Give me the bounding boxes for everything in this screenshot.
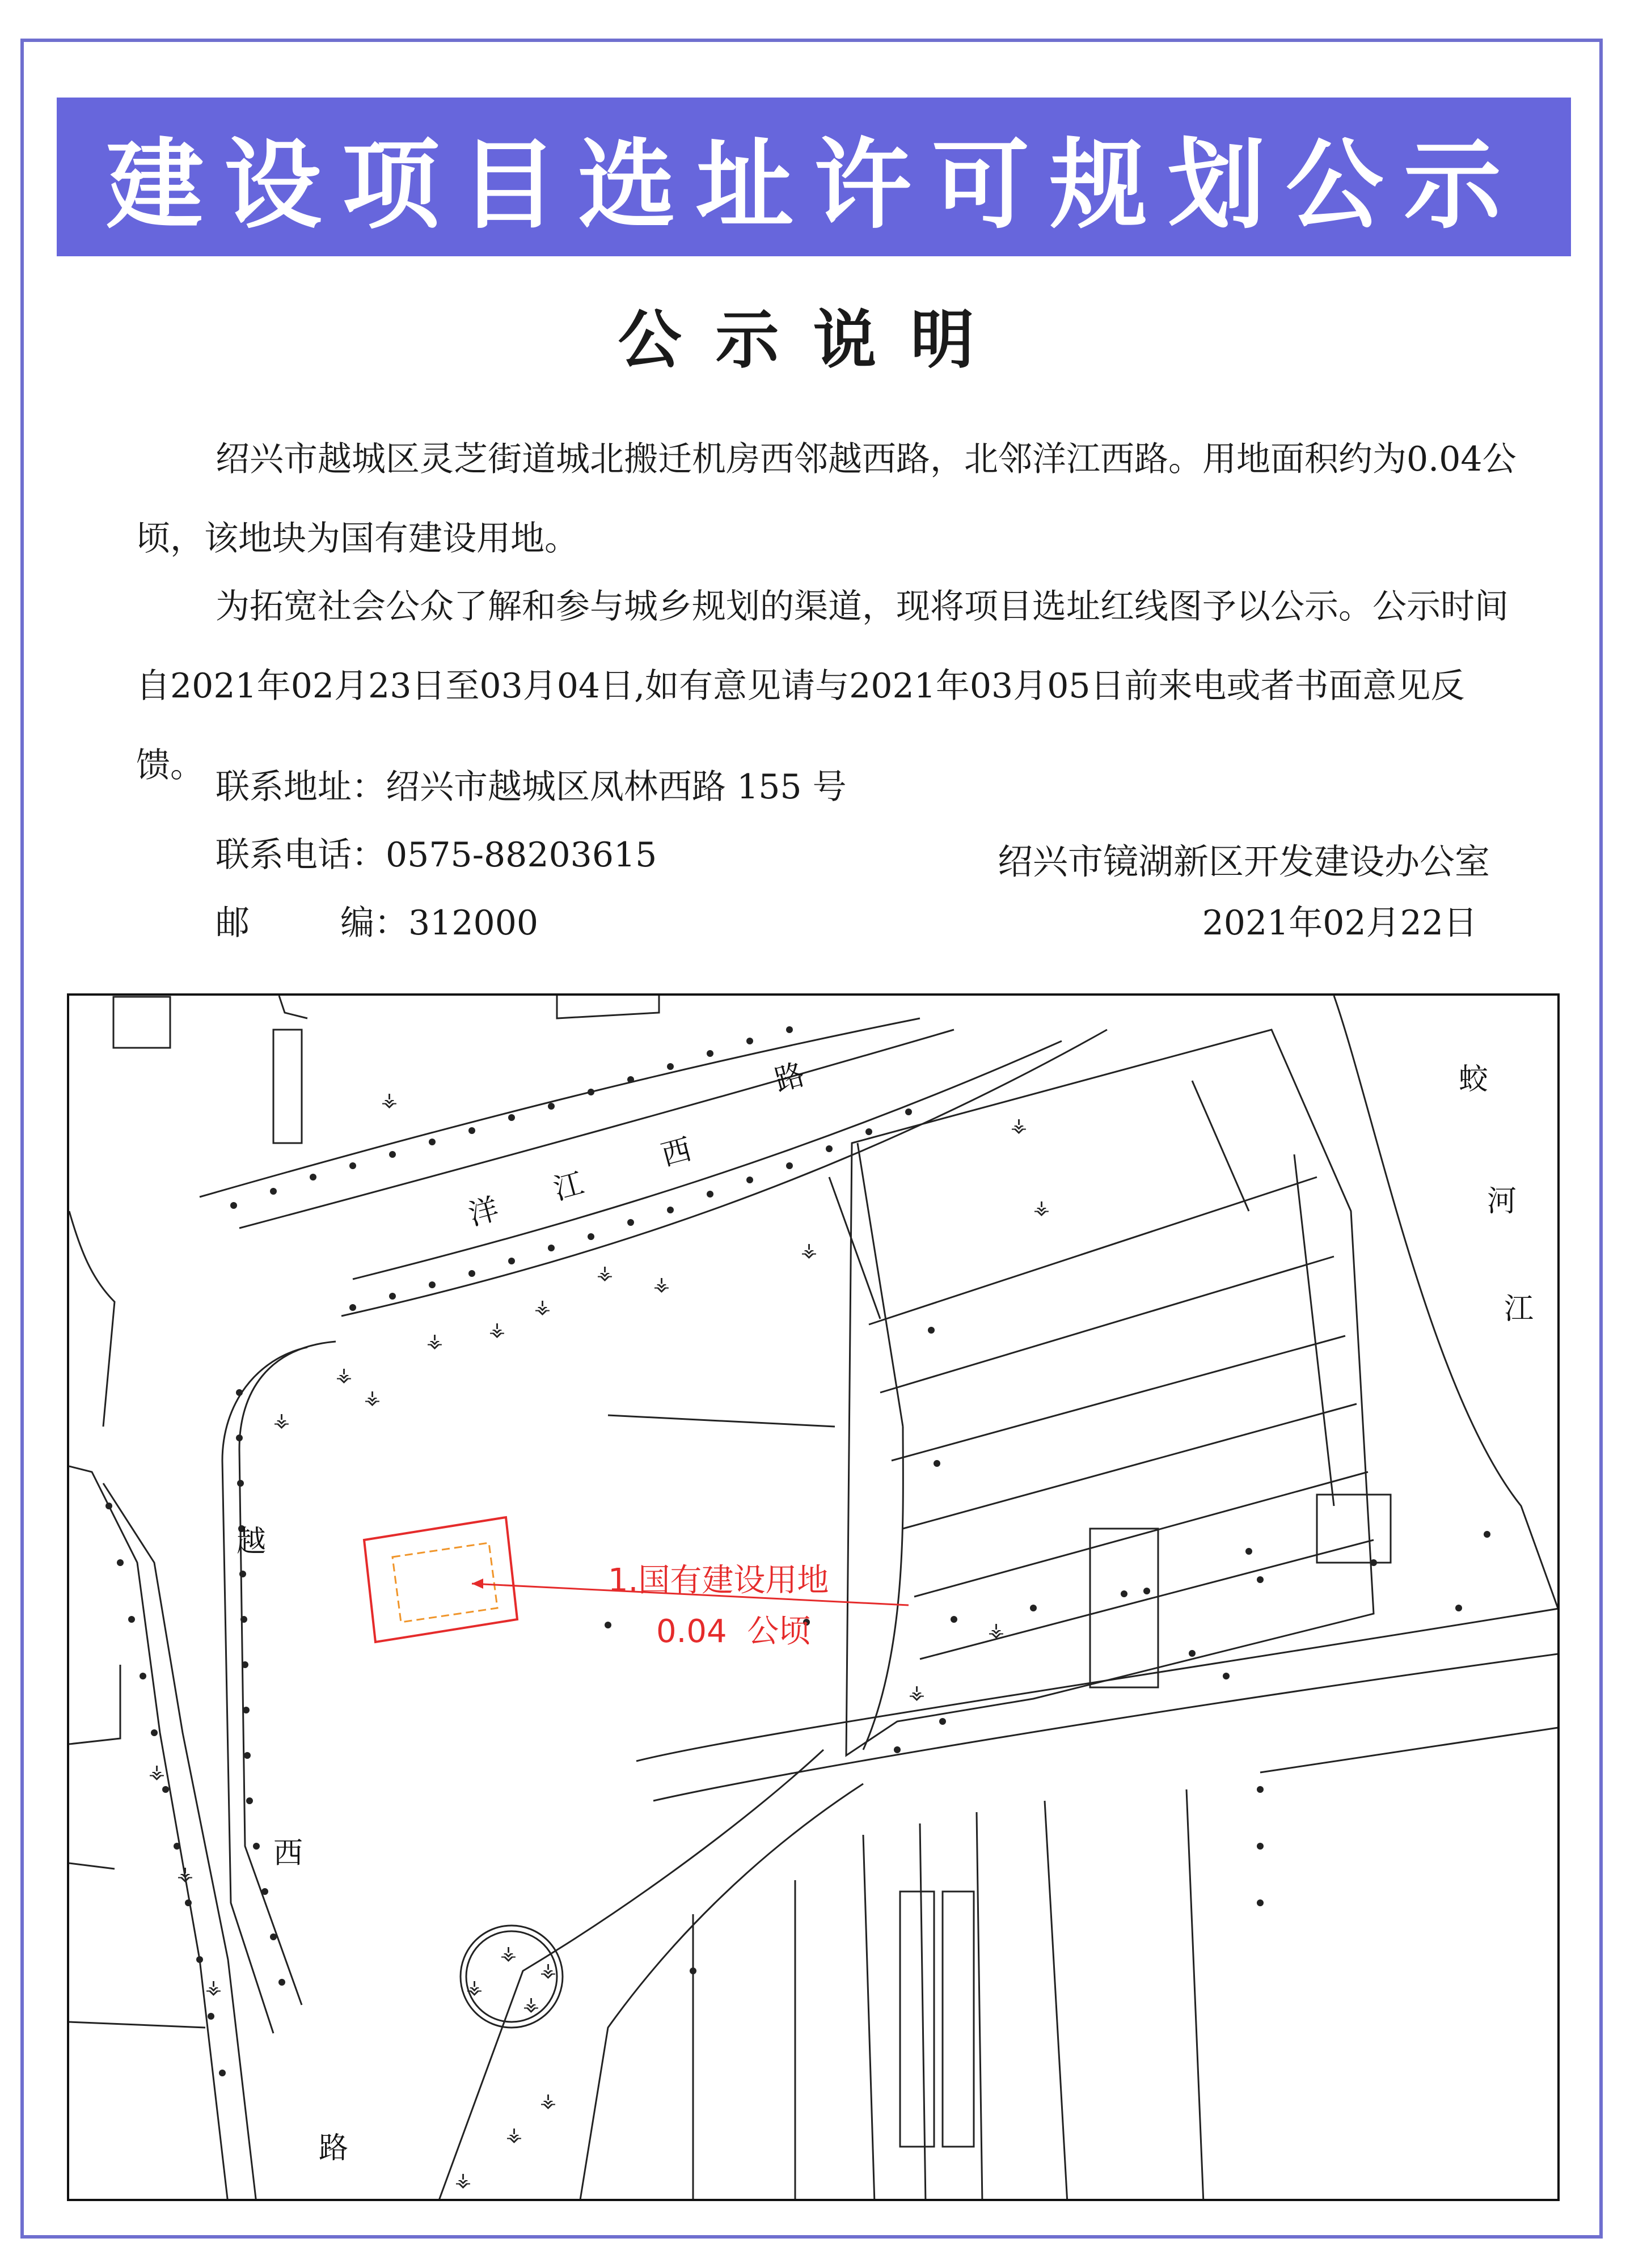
svg-text:⚶: ⚶	[506, 2123, 522, 2146]
svg-text:⚶: ⚶	[523, 1993, 539, 2016]
notice-heading: 公示说明	[618, 303, 1008, 377]
svg-text:⚶: ⚶	[540, 2089, 556, 2112]
svg-text:⚶: ⚶	[381, 1089, 398, 1111]
issuing-office: 绍兴市镜湖新区开发建设办公室	[997, 841, 1490, 882]
parcel-label: 1.国有建设用地	[608, 1562, 829, 1599]
road-label-yangjiang-1: 洋	[464, 1192, 502, 1233]
svg-text:⚶: ⚶	[500, 1942, 517, 1965]
svg-text:⚶: ⚶	[364, 1386, 381, 1409]
contact-postcode	[216, 896, 538, 945]
postcode-value: 312000	[408, 903, 539, 943]
road-label-yuexi-2: 西	[273, 1837, 303, 1871]
svg-text:⚶: ⚶	[149, 1761, 165, 1783]
map-drawing	[69, 996, 1560, 2201]
address-value: 绍兴市越城区凤林西路 155 号	[386, 767, 847, 807]
svg-text:⚶: ⚶	[489, 1318, 505, 1341]
road-label-yuexi-3: 路	[319, 2131, 349, 2165]
page-title: 建设项目选址许可规划公示	[106, 128, 1522, 242]
paragraph-2-text: 为拓宽社会公众了解和参与城乡规划的渠道，现将项目选址红线图予以公示。公示时间自2021年02月23日至03月04日,如有意见请与2021年03月05日前来电或者书面意见反馈。	[136, 587, 1509, 785]
title-banner	[57, 98, 1571, 256]
svg-text:⚶: ⚶	[1033, 1196, 1050, 1219]
svg-text:⚶: ⚶	[534, 1296, 551, 1318]
address-label: 联系地址：	[216, 767, 386, 807]
svg-text:⚶: ⚶	[455, 2169, 471, 2191]
svg-text:⚶: ⚶	[205, 1976, 222, 1999]
parcel-leader-arrow	[472, 1579, 483, 1589]
paragraph-site-description	[136, 420, 1520, 578]
parcel-area: 0.04 公顷	[656, 1613, 811, 1650]
river-label-2: 河	[1487, 1184, 1517, 1218]
svg-text:⚶: ⚶	[426, 1330, 443, 1352]
svg-text:⚶: ⚶	[466, 1976, 483, 1999]
svg-text:⚶: ⚶	[909, 1681, 925, 1704]
svg-text:⚶: ⚶	[1011, 1114, 1027, 1137]
map-labels	[236, 1057, 1534, 2165]
svg-text:⚶: ⚶	[273, 1409, 290, 1432]
svg-text:⚶: ⚶	[597, 1262, 613, 1284]
svg-text:⚶: ⚶	[988, 1619, 1004, 1641]
svg-text:⚶: ⚶	[336, 1364, 352, 1386]
road-label-yangjiang-4: 路	[771, 1057, 809, 1098]
project-parcel	[364, 1517, 909, 1650]
river-label-3: 江	[1504, 1292, 1534, 1326]
map-tree-symbols	[149, 1089, 1050, 2191]
site-map	[67, 993, 1560, 2201]
svg-text:⚶: ⚶	[540, 1959, 556, 1982]
road-label-yangjiang-2: 江	[550, 1166, 588, 1207]
svg-text:⚶: ⚶	[653, 1273, 670, 1296]
postcode-label-part1: 邮	[216, 903, 250, 943]
svg-text:⚶: ⚶	[801, 1239, 817, 1262]
phone-value: 0575-88203615	[386, 835, 657, 875]
contact-address	[216, 760, 847, 809]
river-label-1: 蛟	[1459, 1063, 1489, 1097]
paragraph-1-text: 绍兴市越城区灵芝街道城北搬迁机房西邻越西路，北邻洋江西路。用地面积约为0.04公顷，该地块为国有建设用地。	[136, 439, 1517, 558]
svg-text:⚶: ⚶	[177, 1863, 193, 1885]
map-point-marks	[105, 1026, 1490, 2076]
contact-phone	[216, 828, 657, 877]
phone-label: 联系电话：	[216, 835, 386, 875]
issue-date: 2021年02月22日	[1202, 903, 1477, 943]
parcel-red-line	[364, 1517, 517, 1642]
road-label-yuexi-1: 越	[236, 1525, 267, 1559]
postcode-label-part2: 编：	[340, 903, 408, 943]
road-label-yangjiang-3: 西	[657, 1132, 695, 1173]
